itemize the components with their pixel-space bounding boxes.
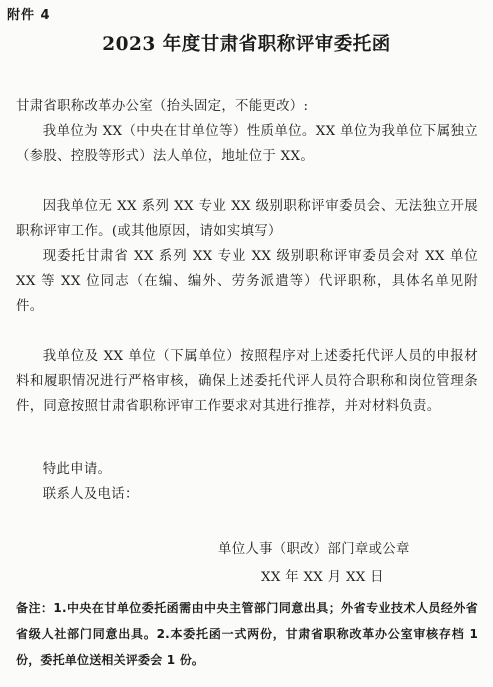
paragraph-review-commitment: 我单位及 XX 单位（下属单位）按照程序对上述委托代评人员的申报材料和履职情况进行严格审核，确保上述委托代评人员符合职称和岗位管理条件，同意按照甘肃省职称评审工作要求对其进行推荐，并对材料负责。 — [16, 349, 478, 414]
signature-department: 单位人事（职改）部门章或公章 — [218, 542, 410, 557]
addressee: 甘肃省职称改革办公室（抬头固定，不能更改）: — [16, 99, 309, 114]
paragraph-entrustment: 现委托甘肃省 XX 系列 XX 专业 XX 级别职称评审委员会对 XX 单位 XX 等 XX 位同志（在编、编外、劳务派遣等）代评职称，具体名单见附件。 — [16, 249, 478, 314]
paragraph-unit-nature: 我单位为 XX（中央在甘单位等）性质单位。XX 单位为我单位下属独立（参股、控股等形式）法人单位，地址位于 XX。 — [16, 124, 478, 164]
contact-line: 联系人及电话： — [42, 487, 139, 502]
document-title: 2023 年度甘肃省职称评审委托函 — [102, 34, 391, 55]
footnote: 备注：1.中央在甘单位委托函需由中央主管部门同意出具；外省专业技术人员经外省省级人社部门同意出具。2.本委托函一式两份，甘肃省职称改革办公室审核存档 1 份，委托单位送相关评委会 1 份。 — [16, 601, 478, 667]
paragraph-request: 特此申请。 — [42, 462, 112, 477]
attachment-label: 附件 4 — [7, 8, 51, 23]
paragraph-reason: 因我单位无 XX 系列 XX 专业 XX 级别职称评审委员会、无法独立开展职称评审工作。(或其他原因，请如实填写） — [16, 199, 478, 239]
signature-date: XX 年 XX 月 XX 日 — [261, 570, 384, 585]
